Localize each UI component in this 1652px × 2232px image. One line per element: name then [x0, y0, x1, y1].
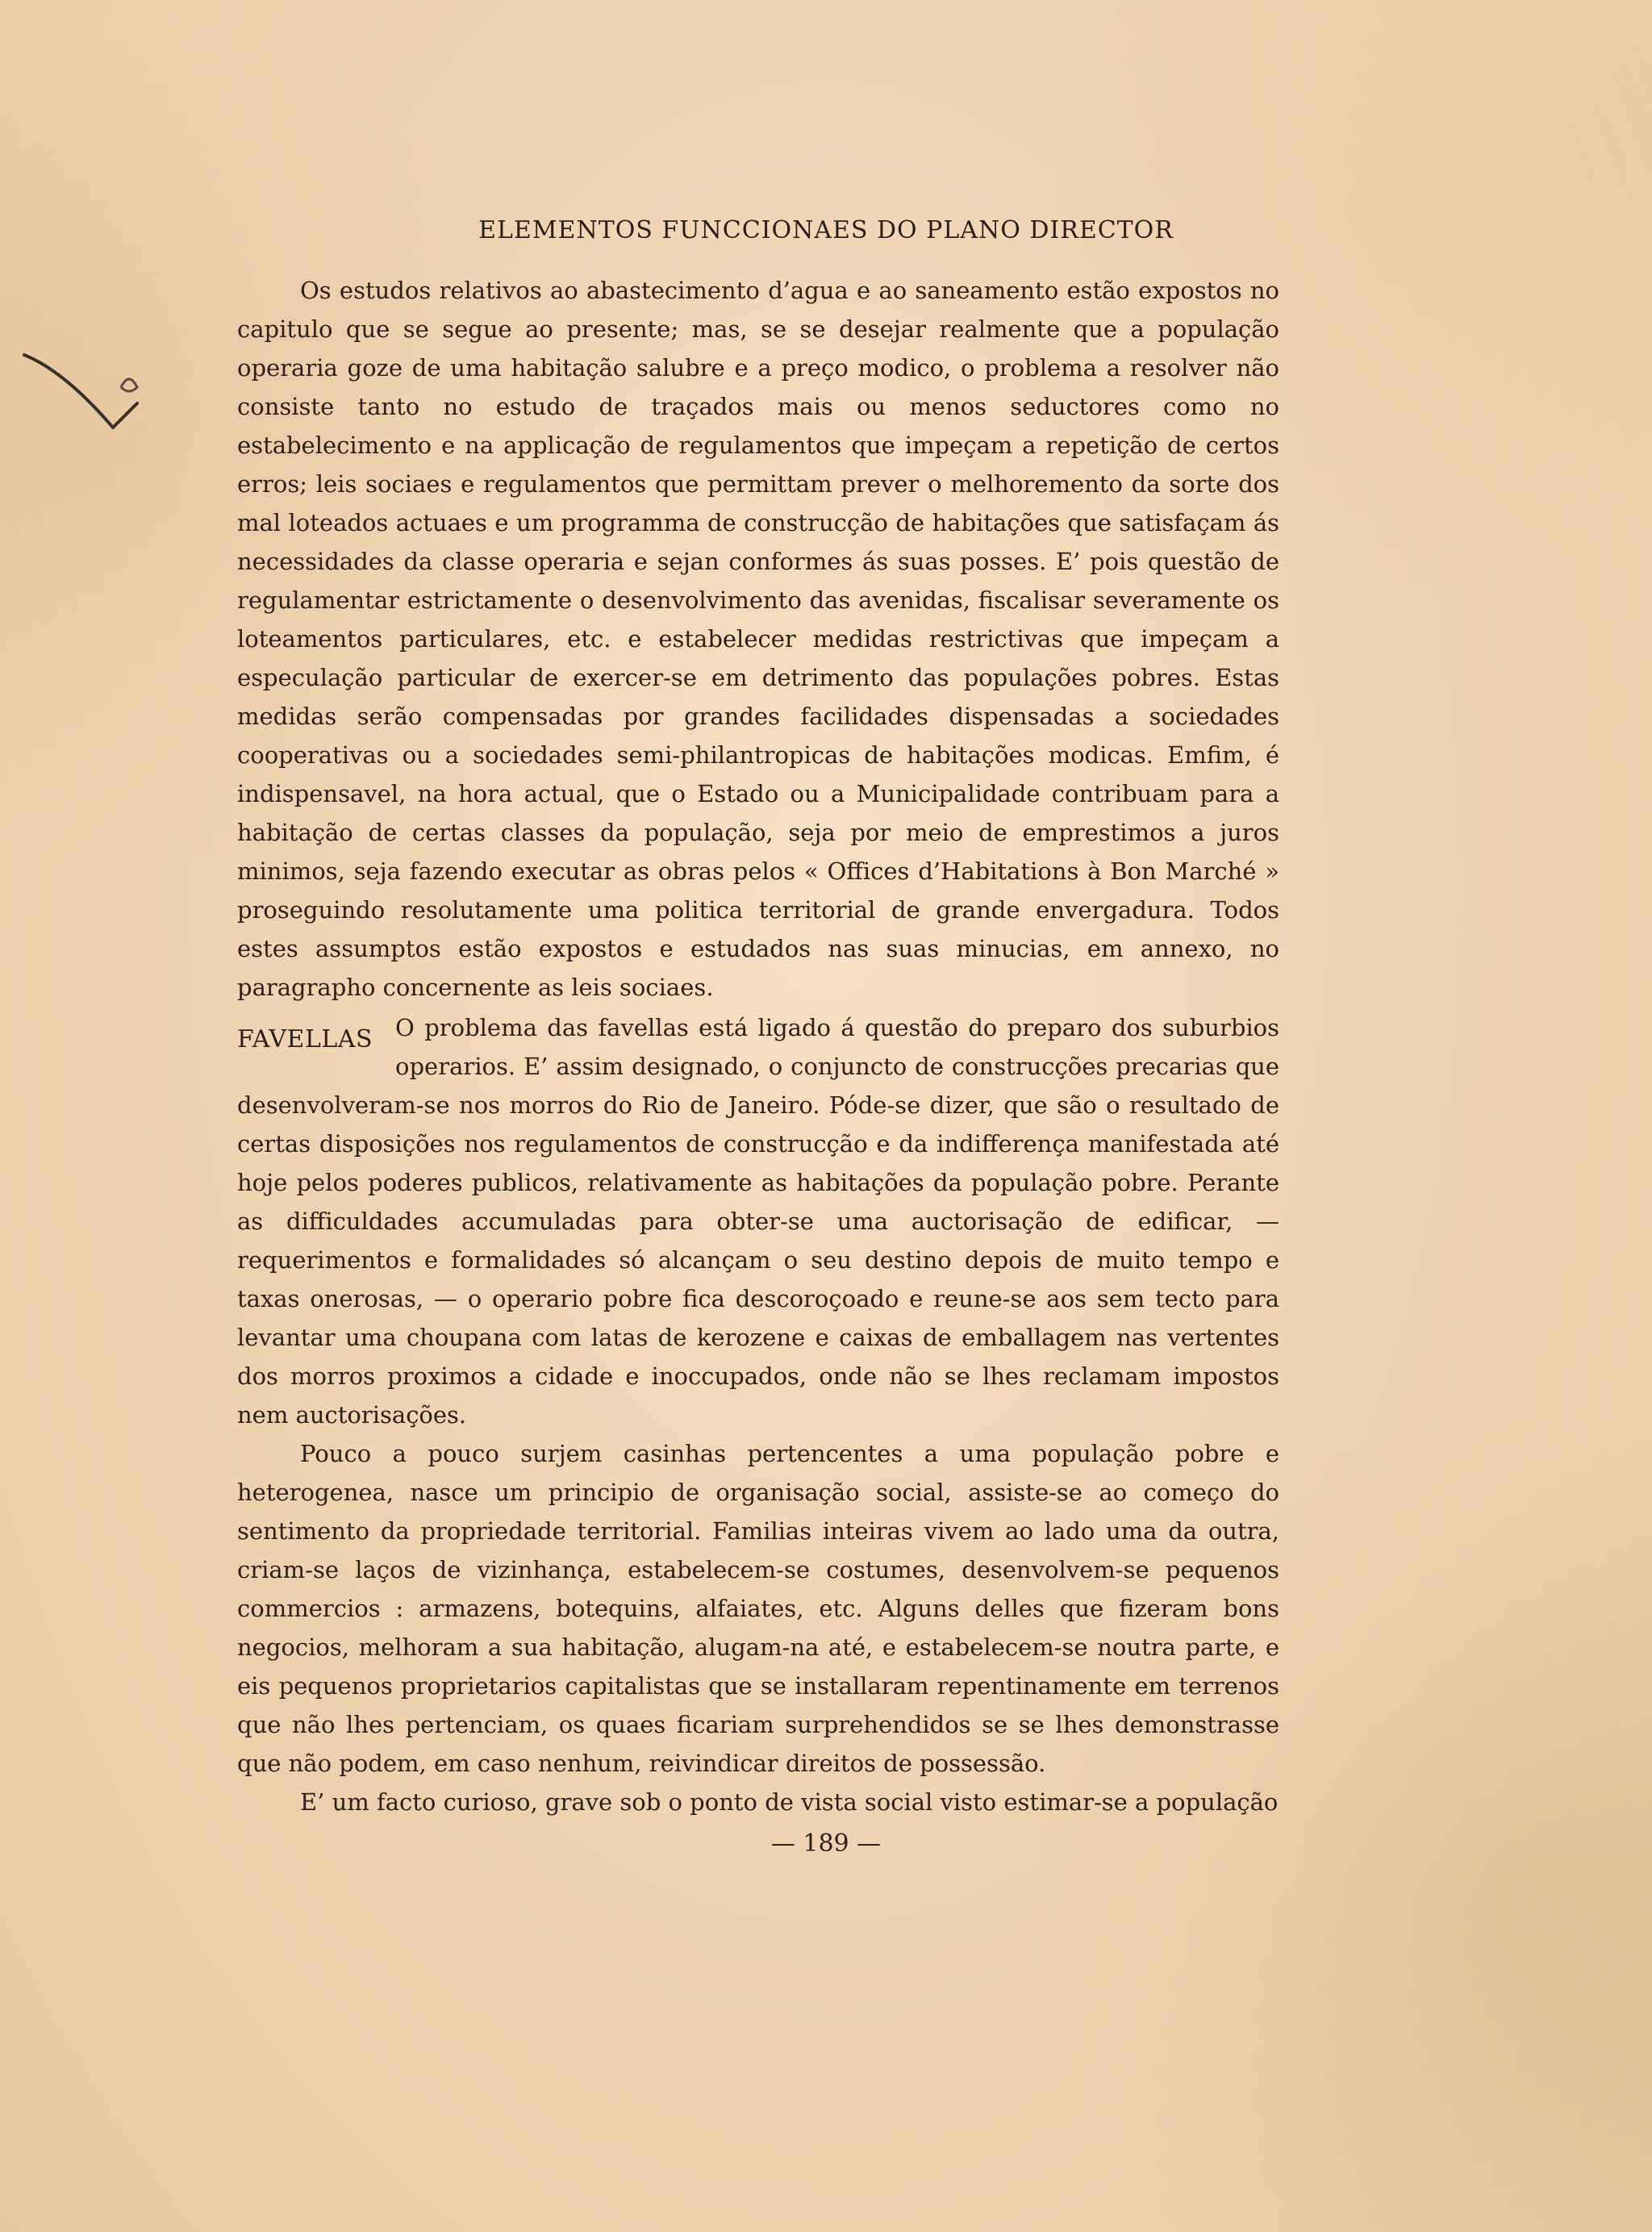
favellas-paragraph-3: E’ um facto curioso, grave sob o ponto de vista social visto estimar-se a população	[300, 1788, 1279, 1816]
page-number: — 189 —	[770, 1829, 882, 1858]
page-header-title: ELEMENTOS FUNCCIONAES DO PLANO DIRECTOR	[478, 216, 1174, 244]
favellas-paragraph-1: O problema das favellas está ligado á questão do preparo dos suburbios operarios. E’ assim designado, o conjuncto de construcções precarias que desenvolveram-se nos morros do Rio de Janeiro. Póde-se dizer, que são o resultado de certas disposições nos regulamentos de construcção e da indifferença manifestada até hoje pelos poderes publicos, relativamente as habitações da população pobre. Perante as difficuldades accumuladas para obter-se uma auctorisação de edificar, — requerimentos e formalidades só alcançam o seu destino depois de muito tempo e taxas onerosas, — o operario pobre fica descoroçoado e reune-se aos sem tecto para levantar uma choupana com latas de kerozene e caixas de emballagem nas vertentes dos morros proximos a cidade e inoccupados, onde não se lhes reclamam impostos nem auctorisações.	[237, 1014, 1279, 1429]
favellas-section	[237, 1008, 1279, 1821]
favellas-heading: FAVELLAS	[237, 1025, 373, 1053]
intro-paragraph: Os estudos relativos ao abastecimento d’agua e ao saneamento estão expostos no capitulo que se segue ao presente; mas, se se desejar realmente que a população operaria goze de uma habitação salubre e a preço modico, o problema a resolver não consiste tanto no estudo de traçados mais ou menos seductores como no estabelecimento e na applicação de regulamentos que impeçam a repetição de certos erros; leis sociaes e regulamentos que permittam prever o melhoremento da sorte dos mal loteados actuaes e um programma de construcção de habitações que satisfaçam ás necessidades da classe operaria e sejan conformes ás suas posses. E’ pois questão de regulamentar estrictamente o desenvolvimento das avenidas, fiscalisar severamente os loteamentos particulares, etc. e estabelecer medidas restrictivas que impeçam a especulação particular de exercer-se em detrimento das populações pobres. Estas medidas serão compensadas por grandes facilidades dispensadas a sociedades cooperativas ou a sociedades semi-philantropicas de habitações modicas. Emfim, é indispensavel, na hora actual, que o Estado ou a Municipalidade contribuam para a habitação de certas classes da população, seja por meio de emprestimos a juros minimos, seja fazendo executar as obras pelos « Offices d’Habitations à Bon Marché » proseguindo resolutamente uma politica territorial de grande envergadura. Todos estes assumptos estão expostos e estudados nas suas minucias, em annexo, no paragrapho concernente as leis sociaes.	[237, 277, 1279, 1001]
margin-pencil-mark	[16, 339, 145, 452]
intro-section	[237, 271, 1279, 1007]
favellas-paragraph-2: Pouco a pouco surjem casinhas pertencentes a uma população pobre e heterogenea, nasce um principio de organisação social, assiste-se ao começo do sentimento da propriedade territorial. Familias inteiras vivem ao lado uma da outra, criam-se laços de vizinhança, estabelecem-se costumes, desenvolvem-se pequenos commercios : armazens, botequins, alfaiates, etc. Alguns delles que fizeram bons negocios, melhoram a sua habitação, alugam-na até, e estabelecem-se noutra parte, e eis pequenos proprietarios capitalistas que se installaram repentinamente em terrenos que não lhes pertenciam, os quaes ficariam surprehendidos se se lhes demonstrasse que não podem, em caso nenhum, reivindicar direitos de possessão.	[237, 1440, 1279, 1777]
